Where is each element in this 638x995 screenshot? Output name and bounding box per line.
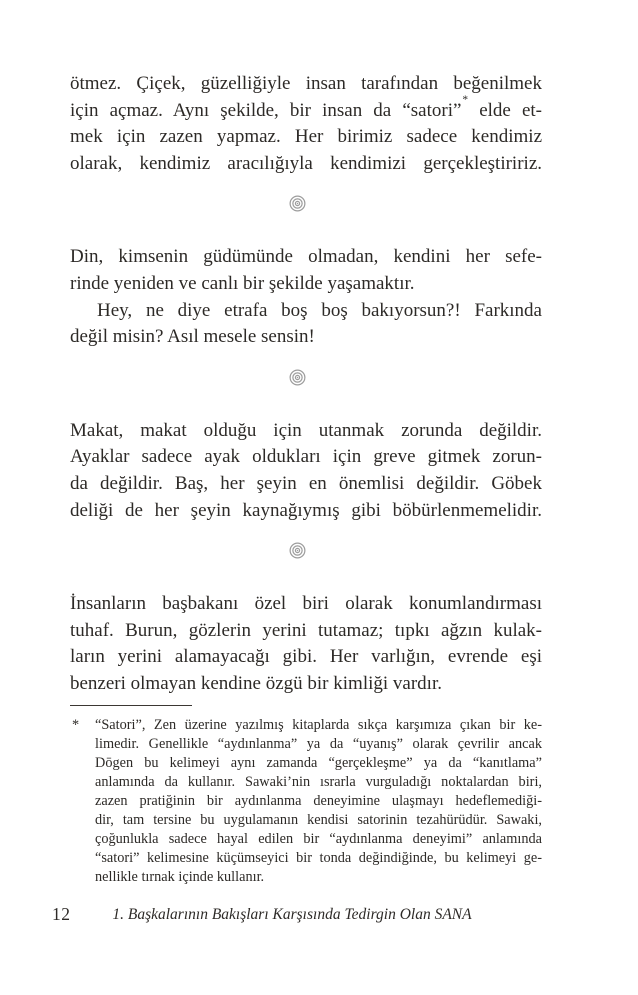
text-line: da değildir. Baş, her şeyin en önemlisi değildir. Göbek (70, 472, 542, 494)
text-line: anlamında da kullanır. Sawaki’nin ısrarla vurguladığı noktalardan biri, (95, 774, 542, 790)
body-paragraph (70, 591, 542, 697)
footnote-reference-marker: * (462, 94, 469, 107)
section-divider-ornament (61, 195, 533, 212)
text-line: ötmez. Çiçek, güzelliğiyle insan tarafından beğenilmek (70, 73, 542, 94)
text-line: değil misin? Asıl mesele sensin! (70, 326, 315, 348)
concentric-circles-icon (289, 195, 306, 212)
text-line: için açmaz. Aynı şekilde, bir insan da “satori”* elde et- (70, 94, 542, 121)
page-number: 12 (52, 904, 71, 924)
footnote-rule (70, 705, 192, 706)
body-paragraph (70, 244, 542, 297)
running-footer-title: 1. Başkalarının Bakışları Karşısında Tedirgin Olan SANA (112, 906, 472, 923)
section-divider-ornament (61, 542, 533, 559)
concentric-circles-icon (289, 542, 306, 559)
text-line: “satori” kelimesine küçümseyici bir tonda değindiğinde, bu kelimeyi ge- (95, 850, 542, 866)
text-line: Makat, makat olduğu için utanmak zorunda değildir. (70, 419, 542, 441)
text-line: deliği de her şeyin kaynağıymış gibi böbürlenmemelidir. (70, 499, 542, 521)
text-line: Din, kimsenin güdümünde olmadan, kendini her sefe- (70, 246, 542, 268)
text-line: Dōgen bu kelimeyi aynı zamanda “gerçekleşme” ya da “kanıtlama” (95, 755, 542, 771)
text-line: Hey, ne diye etrafa boş boş bakıyorsun?! Farkında (97, 299, 542, 321)
page-footer (0, 903, 638, 929)
footnote-section (70, 716, 542, 887)
text-line: Ayaklar sadece ayak oldukları için greve gitmek zorun- (70, 446, 542, 468)
text-line: limedir. Genellikle “aydınlanma” ya da “uyanış” olarak çevrilir ancak (95, 736, 542, 752)
text-line: İnsanların başbakanı özel biri olarak konumlandırması (70, 593, 542, 615)
body-paragraph (70, 298, 542, 351)
text-line: nellikle tırnak içinde kullanır. (95, 869, 265, 885)
text-line: ların yerini alamayacağı gibi. Her varlığın, evrende eşi (70, 646, 542, 668)
text-line: mek için zazen yapmaz. Her birimiz sadece kendimiz (70, 126, 542, 148)
concentric-circles-icon (289, 369, 306, 386)
body-paragraph (70, 418, 542, 524)
text-line: çoğunlukla sadece hayal edilen bir “aydınlanma deneyimi” anlamında (95, 831, 542, 847)
text-line: tuhaf. Burun, gözlerin yerini tutamaz; tıpkı ağzın kulak- (70, 619, 542, 641)
footnote-marker: * (72, 717, 80, 733)
footnote-lines (95, 716, 542, 887)
section-divider-ornament (61, 369, 533, 386)
body-paragraph (70, 71, 542, 177)
page-text (70, 71, 542, 698)
text-line: zazen pratiğinin bir aydınlanma deneyimine ulaşmayı hedeflemediği- (95, 793, 542, 809)
text-line: rinde yeniden ve canlı bir şekilde yaşamaktır. (70, 272, 415, 294)
text-line: dir, tam tersine bu uygulamanın kendisi satorinin tezahürüdür. Sawaki, (95, 812, 542, 828)
text-line: olarak, kendimiz aracılığıyla kendimizi gerçekleştiririz. (70, 152, 542, 174)
text-line: “Satori”, Zen üzerine yazılmış kitaplarda sıkça karşımıza çıkan bir ke- (95, 717, 542, 733)
text-line: benzeri olmayan kendine özgü bir kimliği vardır. (70, 672, 442, 694)
